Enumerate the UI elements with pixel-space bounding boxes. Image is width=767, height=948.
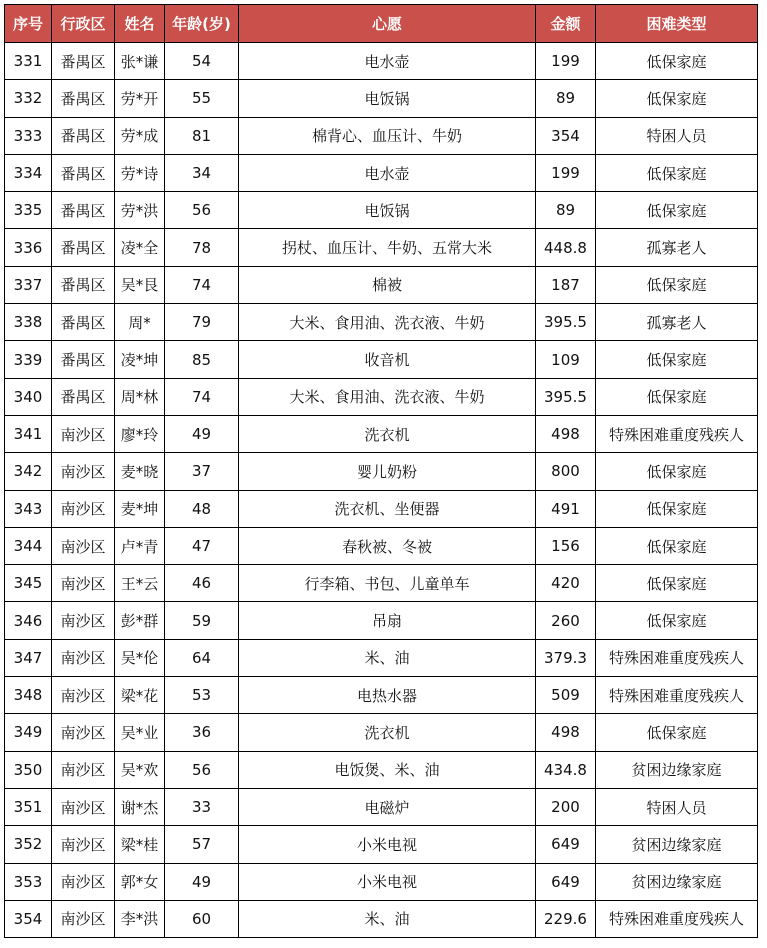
cell-age: 57 (165, 826, 239, 863)
cell-amount: 800 (536, 453, 596, 490)
cell-amount: 395.5 (536, 378, 596, 415)
cell-age: 55 (165, 80, 239, 117)
cell-amount: 379.3 (536, 639, 596, 676)
table-row (5, 415, 758, 452)
cell-hardship-type: 特殊困难重度残疾人 (596, 900, 758, 937)
cell-wish: 洗衣机 (239, 714, 536, 751)
cell-hardship-type: 孤寡老人 (596, 304, 758, 341)
cell-amount: 395.5 (536, 304, 596, 341)
cell-district: 南沙区 (52, 863, 115, 900)
cell-name: 麦*晓 (115, 453, 165, 490)
cell-hardship-type: 贫困边缘家庭 (596, 751, 758, 788)
cell-serial: 339 (5, 341, 52, 378)
cell-name: 周* (115, 304, 165, 341)
cell-name: 廖*玲 (115, 415, 165, 452)
cell-hardship-type: 低保家庭 (596, 453, 758, 490)
cell-amount: 200 (536, 788, 596, 825)
header-serial: 序号 (5, 5, 52, 43)
cell-serial: 353 (5, 863, 52, 900)
cell-hardship-type: 低保家庭 (596, 154, 758, 191)
cell-age: 33 (165, 788, 239, 825)
cell-age: 56 (165, 192, 239, 229)
header-hardship-type: 困难类型 (596, 5, 758, 43)
cell-wish: 小米电视 (239, 863, 536, 900)
cell-amount: 420 (536, 565, 596, 602)
cell-amount: 89 (536, 80, 596, 117)
cell-serial: 350 (5, 751, 52, 788)
cell-hardship-type: 低保家庭 (596, 602, 758, 639)
table-row (5, 192, 758, 229)
cell-hardship-type: 低保家庭 (596, 80, 758, 117)
cell-wish: 电磁炉 (239, 788, 536, 825)
cell-name: 李*洪 (115, 900, 165, 937)
cell-district: 番禺区 (52, 304, 115, 341)
cell-age: 46 (165, 565, 239, 602)
cell-serial: 341 (5, 415, 52, 452)
cell-wish: 棉被 (239, 266, 536, 303)
cell-hardship-type: 低保家庭 (596, 378, 758, 415)
cell-age: 47 (165, 527, 239, 564)
cell-name: 劳*开 (115, 80, 165, 117)
cell-name: 谢*杰 (115, 788, 165, 825)
cell-district: 南沙区 (52, 453, 115, 490)
cell-name: 梁*花 (115, 677, 165, 714)
cell-wish: 小米电视 (239, 826, 536, 863)
cell-district: 番禺区 (52, 117, 115, 154)
cell-serial: 348 (5, 677, 52, 714)
cell-amount: 498 (536, 714, 596, 751)
cell-name: 吴*业 (115, 714, 165, 751)
cell-hardship-type: 特困人员 (596, 788, 758, 825)
cell-serial: 338 (5, 304, 52, 341)
cell-serial: 332 (5, 80, 52, 117)
table-row (5, 490, 758, 527)
cell-wish: 米、油 (239, 639, 536, 676)
cell-name: 麦*坤 (115, 490, 165, 527)
cell-name: 凌*全 (115, 229, 165, 266)
cell-age: 53 (165, 677, 239, 714)
cell-hardship-type: 低保家庭 (596, 43, 758, 80)
cell-amount: 448.8 (536, 229, 596, 266)
cell-amount: 649 (536, 863, 596, 900)
cell-wish: 米、油 (239, 900, 536, 937)
spreadsheet (4, 4, 758, 938)
cell-serial: 347 (5, 639, 52, 676)
cell-age: 56 (165, 751, 239, 788)
cell-district: 番禺区 (52, 192, 115, 229)
cell-wish: 电饭锅 (239, 192, 536, 229)
cell-district: 番禺区 (52, 154, 115, 191)
cell-serial: 337 (5, 266, 52, 303)
cell-name: 周*林 (115, 378, 165, 415)
cell-district: 番禺区 (52, 80, 115, 117)
cell-age: 64 (165, 639, 239, 676)
table-row (5, 565, 758, 602)
cell-name: 劳*成 (115, 117, 165, 154)
cell-district: 南沙区 (52, 714, 115, 751)
table-row (5, 677, 758, 714)
header-row (5, 5, 758, 43)
table-row (5, 341, 758, 378)
cell-wish: 洗衣机、坐便器 (239, 490, 536, 527)
cell-amount: 649 (536, 826, 596, 863)
cell-wish: 电水壶 (239, 154, 536, 191)
table-row (5, 527, 758, 564)
cell-hardship-type: 贫困边缘家庭 (596, 826, 758, 863)
cell-name: 彭*群 (115, 602, 165, 639)
cell-serial: 351 (5, 788, 52, 825)
cell-district: 南沙区 (52, 527, 115, 564)
cell-district: 南沙区 (52, 639, 115, 676)
cell-age: 79 (165, 304, 239, 341)
cell-amount: 156 (536, 527, 596, 564)
table-row (5, 453, 758, 490)
cell-name: 张*谦 (115, 43, 165, 80)
table-row (5, 43, 758, 80)
header-wish: 心愿 (239, 5, 536, 43)
cell-age: 81 (165, 117, 239, 154)
cell-district: 南沙区 (52, 602, 115, 639)
cell-age: 60 (165, 900, 239, 937)
cell-name: 郭*女 (115, 863, 165, 900)
cell-wish: 收音机 (239, 341, 536, 378)
table-row (5, 378, 758, 415)
cell-age: 74 (165, 378, 239, 415)
cell-hardship-type: 低保家庭 (596, 341, 758, 378)
cell-district: 南沙区 (52, 415, 115, 452)
cell-wish: 行李箱、书包、儿童单车 (239, 565, 536, 602)
table-row (5, 863, 758, 900)
cell-hardship-type: 低保家庭 (596, 490, 758, 527)
cell-hardship-type: 低保家庭 (596, 714, 758, 751)
cell-wish: 洗衣机 (239, 415, 536, 452)
cell-hardship-type: 特殊困难重度残疾人 (596, 639, 758, 676)
header-amount: 金额 (536, 5, 596, 43)
table-row (5, 266, 758, 303)
cell-hardship-type: 低保家庭 (596, 565, 758, 602)
cell-district: 南沙区 (52, 565, 115, 602)
cell-hardship-type: 低保家庭 (596, 192, 758, 229)
cell-amount: 509 (536, 677, 596, 714)
table-body (5, 43, 758, 938)
cell-hardship-type: 特困人员 (596, 117, 758, 154)
cell-district: 番禺区 (52, 266, 115, 303)
cell-serial: 331 (5, 43, 52, 80)
cell-amount: 199 (536, 154, 596, 191)
cell-age: 37 (165, 453, 239, 490)
cell-district: 南沙区 (52, 490, 115, 527)
cell-wish: 电热水器 (239, 677, 536, 714)
cell-hardship-type: 孤寡老人 (596, 229, 758, 266)
table-row (5, 117, 758, 154)
cell-age: 49 (165, 863, 239, 900)
cell-wish: 婴儿奶粉 (239, 453, 536, 490)
table-row (5, 80, 758, 117)
table-row (5, 751, 758, 788)
cell-serial: 336 (5, 229, 52, 266)
cell-serial: 349 (5, 714, 52, 751)
cell-age: 85 (165, 341, 239, 378)
cell-age: 78 (165, 229, 239, 266)
cell-serial: 343 (5, 490, 52, 527)
cell-serial: 346 (5, 602, 52, 639)
cell-name: 劳*诗 (115, 154, 165, 191)
table-row (5, 304, 758, 341)
cell-name: 王*云 (115, 565, 165, 602)
cell-amount: 229.6 (536, 900, 596, 937)
cell-wish: 吊扇 (239, 602, 536, 639)
cell-hardship-type: 特殊困难重度残疾人 (596, 677, 758, 714)
cell-serial: 335 (5, 192, 52, 229)
cell-district: 番禺区 (52, 378, 115, 415)
cell-district: 南沙区 (52, 788, 115, 825)
cell-amount: 434.8 (536, 751, 596, 788)
cell-amount: 109 (536, 341, 596, 378)
cell-amount: 187 (536, 266, 596, 303)
cell-amount: 498 (536, 415, 596, 452)
cell-serial: 333 (5, 117, 52, 154)
table-row (5, 602, 758, 639)
cell-age: 36 (165, 714, 239, 751)
cell-wish: 棉背心、血压计、牛奶 (239, 117, 536, 154)
cell-district: 南沙区 (52, 900, 115, 937)
cell-name: 梁*桂 (115, 826, 165, 863)
cell-age: 59 (165, 602, 239, 639)
cell-wish: 大米、食用油、洗衣液、牛奶 (239, 378, 536, 415)
cell-name: 吴*艮 (115, 266, 165, 303)
cell-district: 南沙区 (52, 677, 115, 714)
table-row (5, 229, 758, 266)
cell-serial: 342 (5, 453, 52, 490)
cell-serial: 345 (5, 565, 52, 602)
wish-table (4, 4, 758, 938)
cell-wish: 大米、食用油、洗衣液、牛奶 (239, 304, 536, 341)
cell-hardship-type: 低保家庭 (596, 527, 758, 564)
table-row (5, 788, 758, 825)
cell-wish: 电水壶 (239, 43, 536, 80)
table-row (5, 826, 758, 863)
cell-serial: 344 (5, 527, 52, 564)
table-row (5, 714, 758, 751)
cell-name: 凌*坤 (115, 341, 165, 378)
cell-district: 番禺区 (52, 229, 115, 266)
cell-wish: 春秋被、冬被 (239, 527, 536, 564)
cell-amount: 354 (536, 117, 596, 154)
cell-amount: 491 (536, 490, 596, 527)
cell-name: 吴*欢 (115, 751, 165, 788)
cell-wish: 电饭煲、米、油 (239, 751, 536, 788)
cell-amount: 199 (536, 43, 596, 80)
cell-age: 34 (165, 154, 239, 191)
cell-amount: 89 (536, 192, 596, 229)
cell-age: 48 (165, 490, 239, 527)
cell-wish: 电饭锅 (239, 80, 536, 117)
cell-district: 南沙区 (52, 751, 115, 788)
cell-age: 54 (165, 43, 239, 80)
table-row (5, 639, 758, 676)
cell-serial: 354 (5, 900, 52, 937)
cell-hardship-type: 低保家庭 (596, 266, 758, 303)
cell-hardship-type: 贫困边缘家庭 (596, 863, 758, 900)
cell-serial: 340 (5, 378, 52, 415)
cell-district: 番禺区 (52, 341, 115, 378)
cell-wish: 拐杖、血压计、牛奶、五常大米 (239, 229, 536, 266)
cell-age: 74 (165, 266, 239, 303)
header-district: 行政区 (52, 5, 115, 43)
table-row (5, 154, 758, 191)
cell-name: 卢*青 (115, 527, 165, 564)
cell-district: 番禺区 (52, 43, 115, 80)
cell-serial: 352 (5, 826, 52, 863)
cell-name: 吴*伦 (115, 639, 165, 676)
header-age: 年龄(岁) (165, 5, 239, 43)
header-name: 姓名 (115, 5, 165, 43)
cell-name: 劳*洪 (115, 192, 165, 229)
cell-district: 南沙区 (52, 826, 115, 863)
cell-amount: 260 (536, 602, 596, 639)
table-row (5, 900, 758, 937)
cell-hardship-type: 特殊困难重度残疾人 (596, 415, 758, 452)
cell-serial: 334 (5, 154, 52, 191)
cell-age: 49 (165, 415, 239, 452)
